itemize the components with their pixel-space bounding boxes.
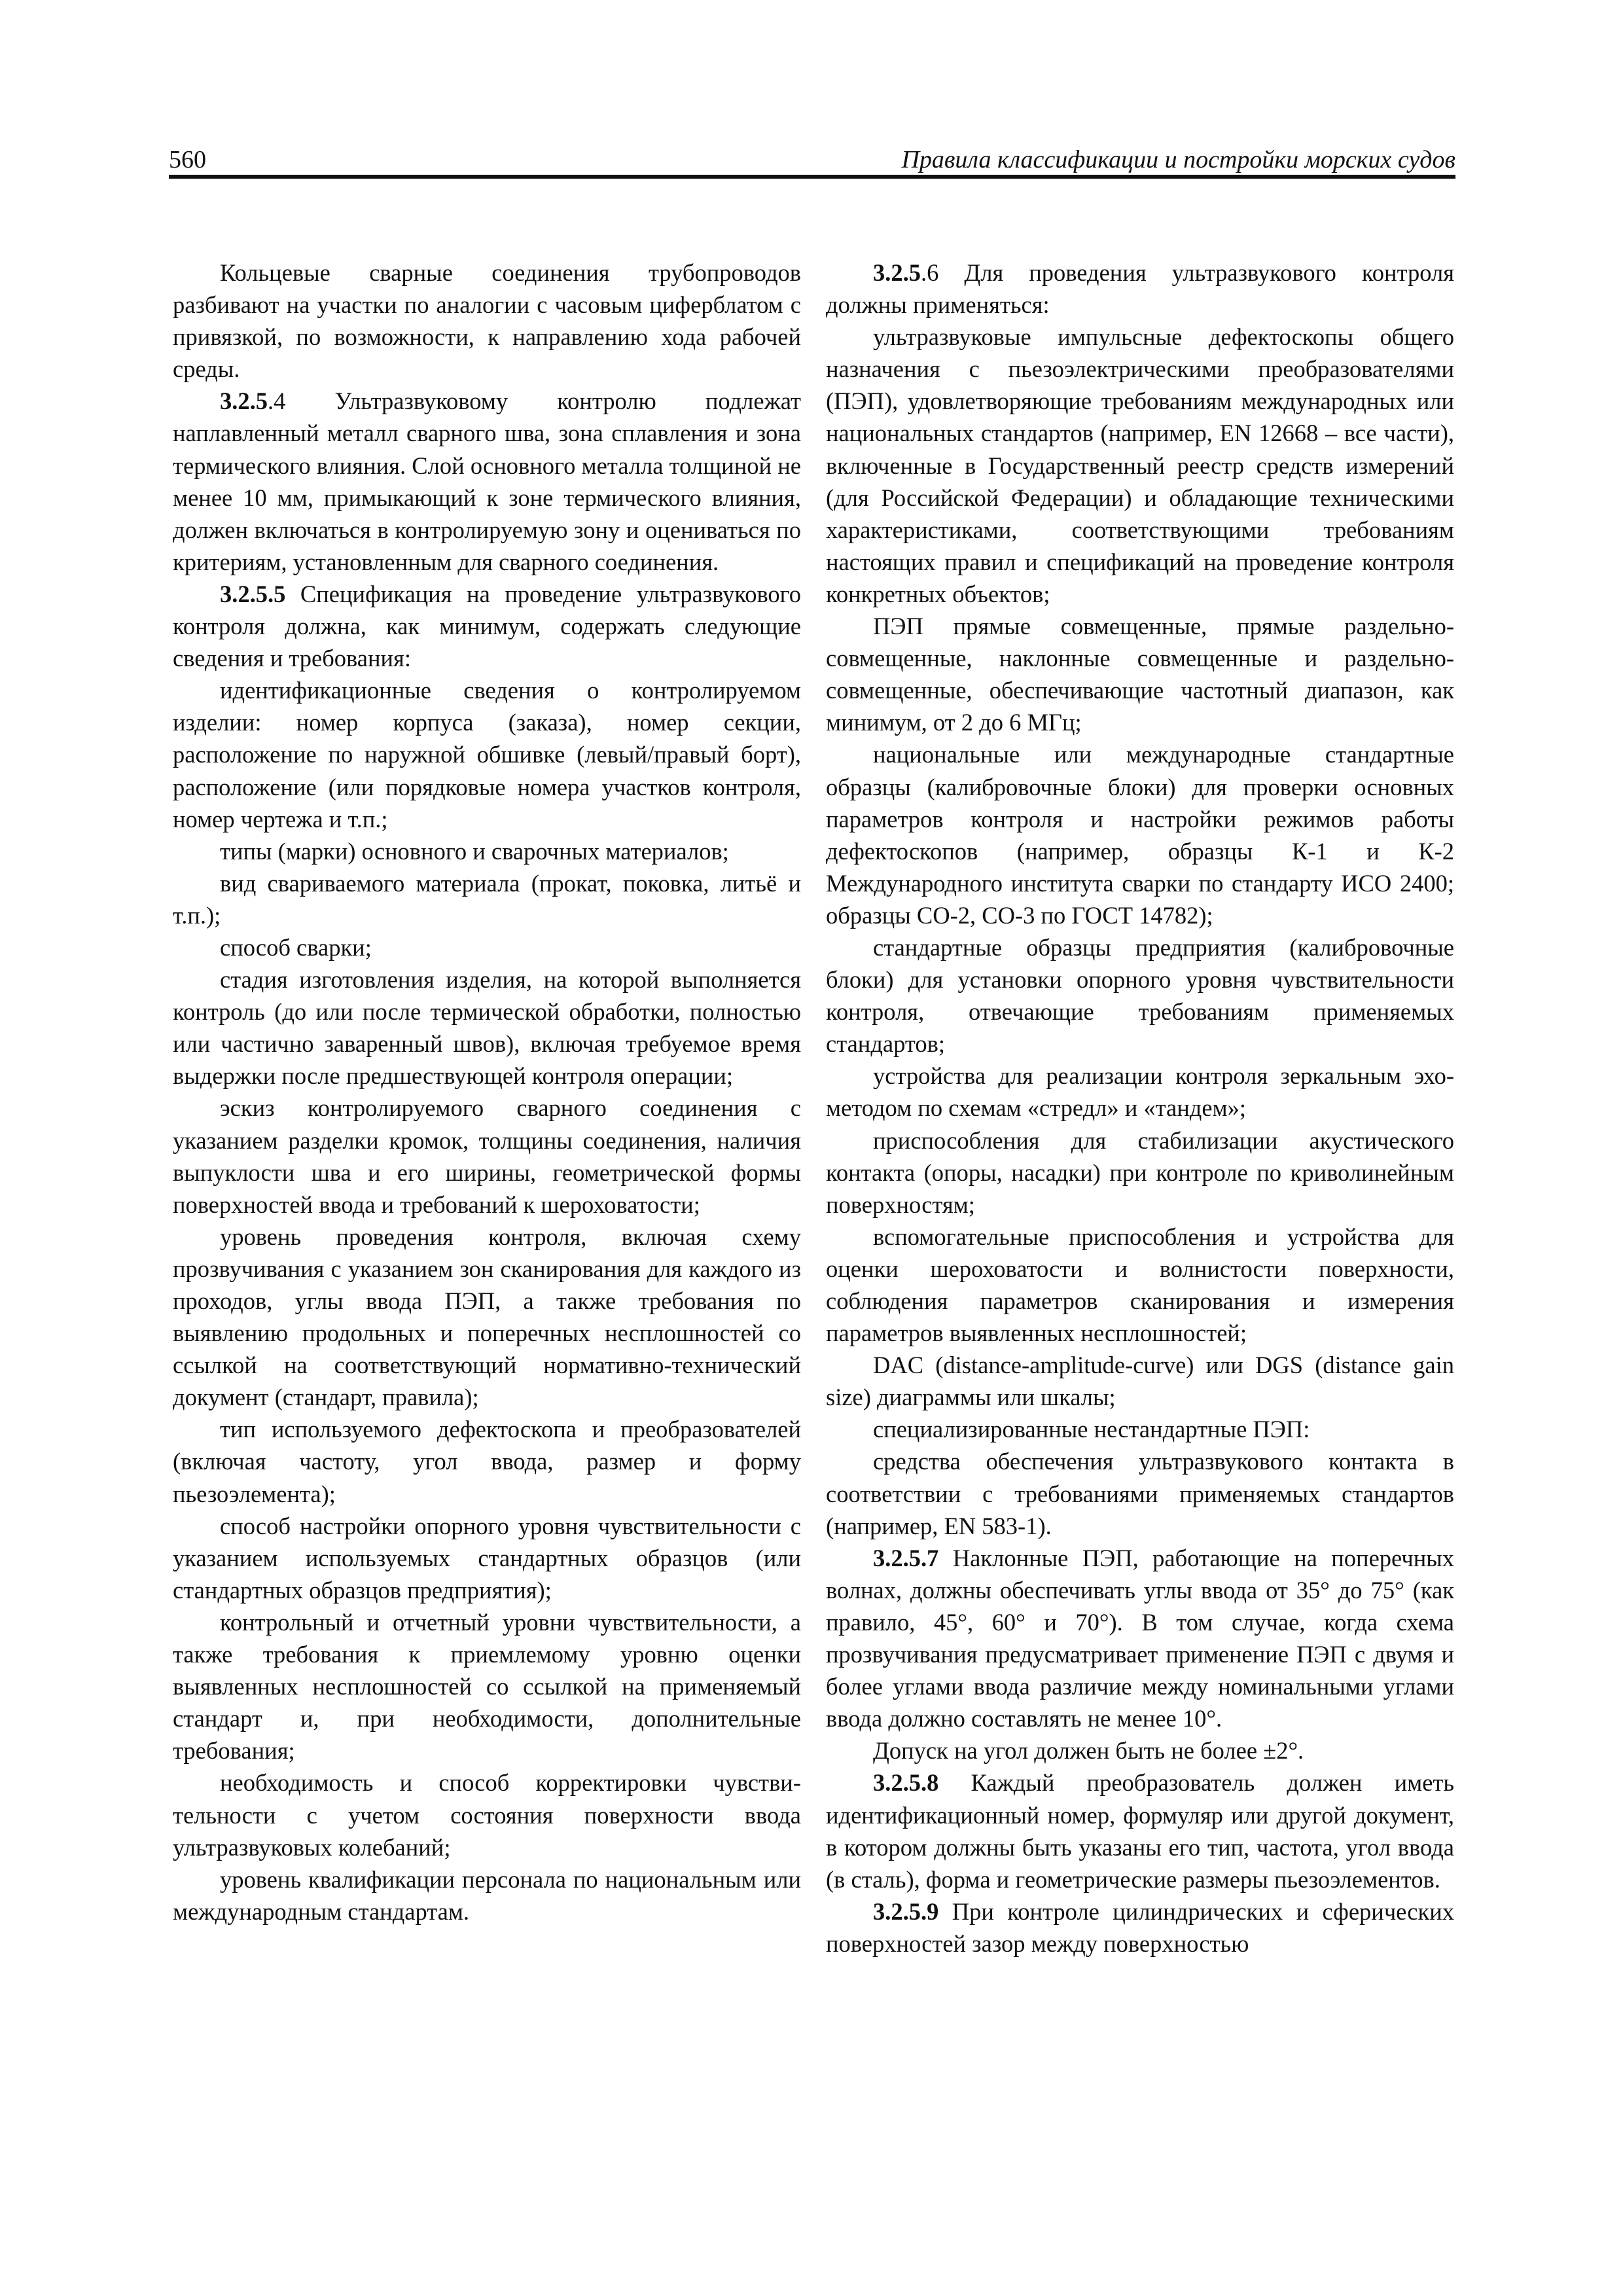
list-item: способ настройки опорного уровня чувствительности с указанием используемых стандартных образцов (или стандартных образцов предприятия); <box>173 1512 801 1604</box>
page-header <box>169 143 1455 179</box>
list-item: стандартные образцы предприятия (калибровочные блоки) для установки опорного уровня чувствительности контроля, отвечающие требованиям применяемых стандартов; <box>826 933 1454 1058</box>
left-column <box>173 257 801 1928</box>
list-item: типы (марки) основного и сварочных материалов; <box>220 837 729 865</box>
list-item: ПЭП прямые совмещенные, прямые раздельно-совмещенные, наклонные совмещенные и раздельно-совмещенные, обеспечивающие частотный диапазон, как минимум, от 2 до 6 МГц; <box>826 613 1454 736</box>
list-item: уровень проведения контроля, включая схему прозвучивания с указанием зон сканирования для каждого из проходов, углы ввода ПЭП, а также требования по выявлению продольных и поперечных несплошностей со ссылкой на соответствующий нормативно-технический документ (стандарт, правила); <box>173 1223 801 1411</box>
list-item: средства обеспечения ультразвукового контакта в соответствии с требованиями применяемых стандартов (например, EN 583-1). <box>826 1448 1454 1539</box>
paragraph: Кольцевые сварные соединения трубопроводов разбивают на участки по аналогии с часовым циферблатом с привязкой, по возможности, к направлению хода рабочей среды. <box>173 259 801 383</box>
list-item: идентификационные сведения о контролируемом изделии: номер корпуса (заказа), номер секции, расположение по наружной обшивке (левый/правый борт), расположение (или порядковые номера участков контроля, номер чертежа и т.п.; <box>173 677 801 833</box>
list-item: национальные или международные стандартные образцы (калибровочные блоки) для проверки основных параметров контроля и настройки режимов работы дефектоскопов (например, образцы К-1 и К-2 Международного института сварки по стандарту ИСО 2400; образцы СО-2, СО-3 по ГОСТ 14782); <box>826 741 1454 929</box>
right-column <box>826 257 1454 1960</box>
list-item: тип используемого дефектоскопа и преобразователей (включая частоту, угол ввода, размер и форму пьезоэлемента); <box>173 1416 801 1507</box>
list-item: стадия изготовления изделия, на которой выполняется контроль (до или после термической обработки, полностью или частично заваренный швов), включая требуемое время выдержки после предшествующей контроля операции; <box>173 966 801 1090</box>
list-item: специализированные нестандартные ПЭП: <box>873 1416 1310 1443</box>
section-3-2-5-8: 3.2.5.8 Каждый преобразователь должен иметь идентификационный номер, формуляр или другой документ, в котором должны быть указаны его тип, частота, угол ввода (в сталь), форма и геометрические размеры пьезоэлементов. <box>826 1769 1454 1893</box>
running-title: Правила классификации и постройки морских судов <box>901 146 1455 173</box>
list-item: необходимость и способ корректировки чувствительности с учетом состояния поверхности ввода ультразвуковых колебаний; <box>173 1769 801 1861</box>
list-item: эскиз контролируемого сварного соединения с указанием разделки кромок, толщины соединения, наличия выпуклости шва и его ширины, геометрической формы поверхностей ввода и требований к шероховатости; <box>173 1094 801 1218</box>
header-rule <box>169 175 1455 179</box>
paragraph: Допуск на угол должен быть не более ±2°. <box>873 1737 1304 1765</box>
list-item: устройства для реализации контроля зеркальным эхо-методом по схемам «стредл» и «тандем»; <box>826 1062 1454 1122</box>
list-item: вспомогательные приспособления и устройства для оценки шероховатости и волнистости поверхности, соблюдения параметров сканирования и измерения параметров выявленных несплошностей; <box>826 1223 1454 1347</box>
list-item: ультразвуковые импульсные дефектоскопы общего назначения с пьезоэлектрическими преобразователями (ПЭП), удовлетворяющие требованиям международных или национальных стандартов (например, EN 12668 – все части), включенные в Государственный реестр средств измерений (для Российской Федерации) и обладающие техническими характеристиками, соответствующими требованиям настоящих правил и спецификаций на проведение контроля конкретных объектов; <box>826 323 1454 607</box>
section-3-2-5-4: 3.2.5.4 Ультразвуковому контролю подлежат наплавленный металл сварного шва, зона сплавления и зона термического влияния. Слой основного металла толщиной не менее 10 мм, примыкающий к зоне термического влияния, должен включаться в контролируемую зону и оцениваться по критериям, установленным для сварного соединения. <box>173 387 801 575</box>
page-number: 560 <box>169 146 206 173</box>
list-item: способ сварки; <box>220 933 372 961</box>
section-3-2-5-6: 3.2.5.6 Для проведения ультразвукового контроля должны применяться: <box>826 259 1454 319</box>
list-item: уровень квалификации персонала по национальным или международным стандартам. <box>173 1865 801 1925</box>
list-item: контрольный и отчетный уровни чувствительности, а также требования к приемлемому уровню оценки выявленных несплошностей со ссылкой на применяемый стандарт и, при необходимости, дополнительные требования; <box>173 1608 801 1765</box>
section-3-2-5-5: 3.2.5.5 Спецификация на проведение ультразвукового контроля должна, как минимум, содержать следующие сведения и требования: <box>173 580 801 672</box>
section-3-2-5-9: 3.2.5.9 При контроле цилиндрических и сферических поверхностей зазор между поверхностью <box>826 1897 1454 1957</box>
list-item: приспособления для стабилизации акустического контакта (опоры, насадки) при контроле по криволинейным поверхностям; <box>826 1126 1454 1218</box>
list-item: DAC (distance-amplitude-curve) или DGS (distance gain size) диаграммы или шкалы; <box>826 1352 1454 1411</box>
list-item: вид свариваемого материала (прокат, поковка, литьё и т.п.); <box>173 869 801 929</box>
section-3-2-5-7: 3.2.5.7 Наклонные ПЭП, работающие на поперечных волнах, должны обеспечивать углы ввода от 35° до 75° (как правило, 45°, 60° и 70°). В том случае, когда схема прозвучивания предусматривает применение ПЭП с двумя и более углами ввода различие между номинальными углами ввода должно составлять не менее 10°. <box>826 1544 1454 1732</box>
